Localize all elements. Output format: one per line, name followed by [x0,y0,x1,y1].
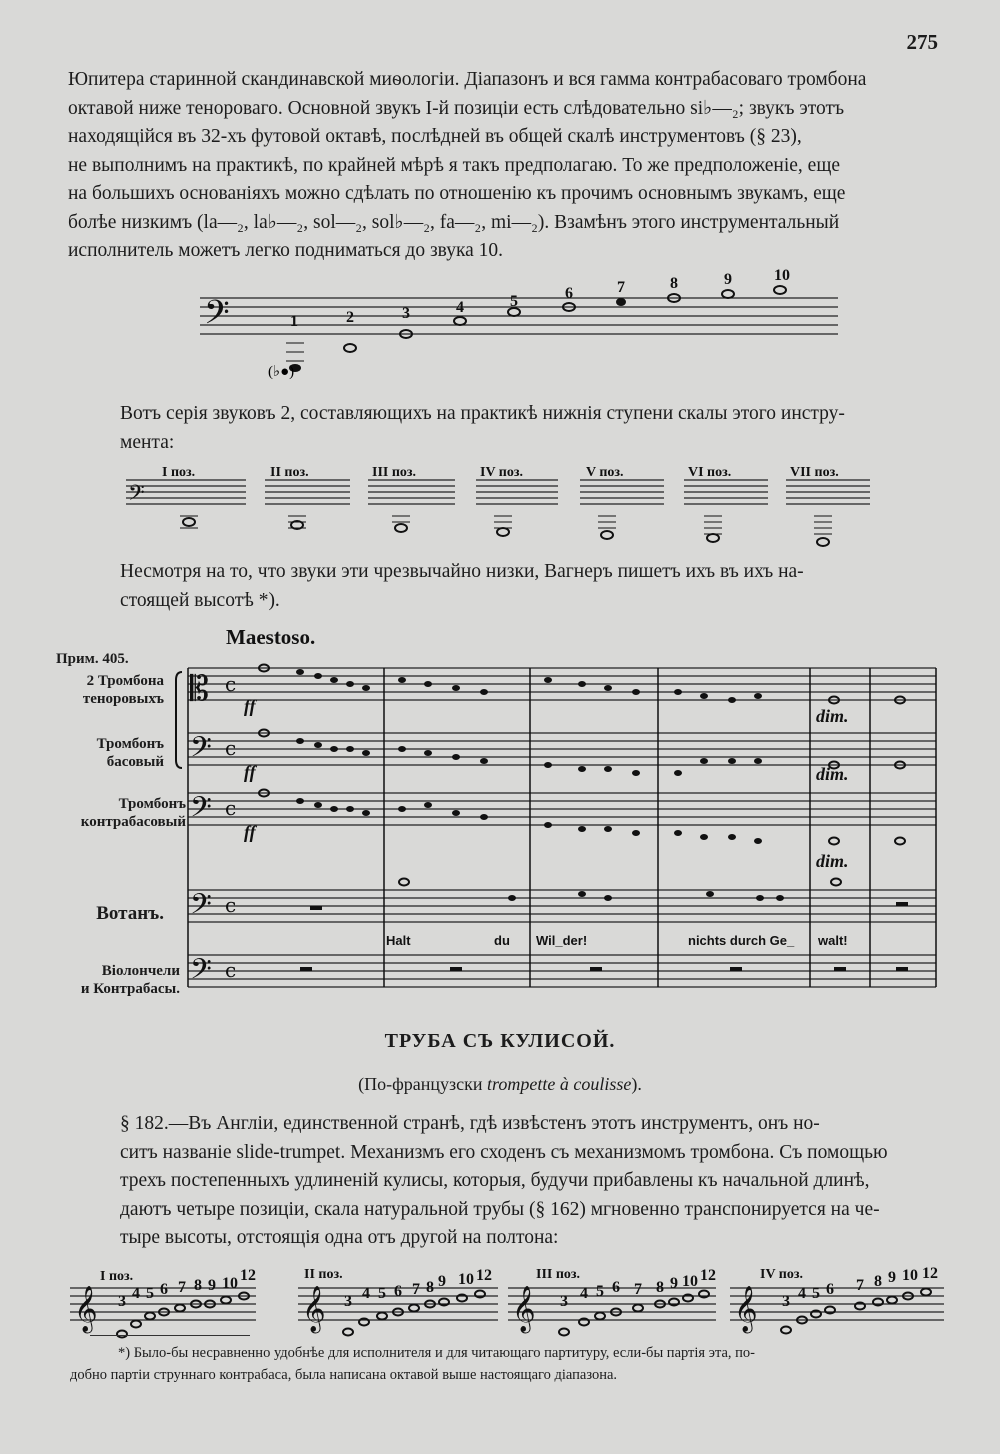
subheading-italic: trompette à coulisse [487,1074,632,1094]
harmonic-number: 3 [782,1293,790,1310]
bass-clef-icon: 𝄢 [204,294,230,340]
common-time-icon: c [225,736,237,760]
notes [286,286,786,372]
text-line: ситъ названіе slide-trumpet. Механизмъ его сходенъ съ механизмомъ тромбона. Съ помощью [120,1141,888,1163]
harmonic-number: 8 [874,1273,882,1290]
position-label: IV поз. [480,465,523,480]
position-label: I поз. [162,465,196,480]
text-line: стоящей высотѣ *). [120,589,280,611]
treble-clef-icon: 𝄞 [74,1286,98,1332]
position-label: VII поз. [790,465,839,480]
subheading-prefix: (По-французски [358,1074,488,1094]
bass-clef-icon: 𝄢 [190,953,212,993]
label-line: контрабасовый [80,814,186,830]
harmonic-number: 6 [160,1281,168,1298]
section-heading: ТРУБА СЪ КУЛИСОЙ. [384,1030,616,1052]
harmonic-number: 5 [812,1285,820,1302]
position-label: II поз. [304,1267,343,1282]
text-line: исполнитель можетъ легко подниматься до звука 10. [68,240,504,261]
dynamic-ff: ff [244,762,256,782]
common-time-icon: c [225,672,237,696]
harmonic-number: 9 [888,1269,896,1286]
harmonic-number: 5 [510,293,518,310]
harmonic-number: 6 [612,1279,620,1296]
common-time-icon: c [225,796,237,820]
text-line: мента: [120,431,175,453]
footnote-line: добно партіи струннаго контрабаса, была написана октавой выше настоящаго діапазона. [70,1367,618,1383]
position-label: IV поз. [760,1267,803,1282]
harmonic-number: 10 [222,1275,238,1292]
harmonic-number: 3 [560,1293,568,1310]
page-number: 275 [906,30,938,54]
lyric: Wil_der! [536,933,588,948]
notes [180,516,832,546]
footnote-line: *) Было-бы несравненно удобнѣе для исполнителя и для читающаго партитуру, если-бы партія эта, по- [118,1345,755,1361]
harmonic-number: 5 [378,1285,386,1302]
text-line: находящійся въ 32-хъ футовой октавѣ, послѣдней въ общей скалѣ инструментовъ (§ 23), [68,126,802,147]
harmonic-number: 8 [656,1279,664,1296]
harmonic-number: 7 [178,1279,186,1296]
bracket [176,672,182,768]
bass-clef-icon: 𝄢 [190,731,212,771]
treble-clef-icon: 𝄞 [734,1286,758,1332]
position-label: III поз. [536,1267,581,1282]
harmonic-number: 3 [118,1293,126,1310]
example-number: Прим. 405. [56,651,129,667]
dynamic-dim: dim. [816,851,849,871]
harmonic-number: 9 [438,1273,446,1290]
harmonic-number: 5 [146,1285,154,1302]
harmonic-number: 4 [362,1285,370,1302]
harmonic-number: 12 [700,1267,716,1284]
text-line: Юпитера старинной скандинавской миѳологіи. Діапазонъ и вся гамма контрабасоваго тромбона [68,69,867,90]
lyric: du [494,933,510,948]
harmonic-number: 10 [774,267,790,284]
position-label: II поз. [270,465,309,480]
position-label: I поз. [100,1269,134,1284]
dynamic-ff: ff [244,822,256,842]
text-line: трехъ постепенныхъ удлиненій кулисы, которыя, будучи прибавлены къ начальной длинѣ, [120,1170,870,1191]
position-label: VI поз. [688,465,732,480]
harmonic-number: 6 [565,285,573,302]
bass-clef-icon: 𝄢 [128,481,145,511]
label-line: и Контрабасы. [80,981,180,997]
dynamic-ff: ff [244,696,256,716]
harmonic-number: 10 [682,1273,698,1290]
lyric: nichts durch Ge_ [688,933,795,948]
text-line: даютъ четыре позиціи, скала натуральной трубы (§ 162) мгновенно транспонируется на че- [120,1198,880,1220]
harmonic-number: 8 [670,275,678,292]
harmonic-number: 10 [902,1267,918,1284]
treble-clef-icon: 𝄞 [302,1286,326,1332]
music-example-harmonics [0,268,1000,388]
paragraph-3 [68,558,938,615]
staff [126,480,870,504]
harmonic-number: 8 [426,1279,434,1296]
music-example-trumpet-positions [0,1262,1000,1342]
score-example-405 [0,620,1000,1000]
dynamic-dim: dim. [816,764,849,784]
paragraph-2 [68,400,938,457]
tempo-marking: Maestoso. [226,625,316,649]
paren-note: (♭●) [268,364,295,380]
harmonic-number: 7 [617,279,625,296]
section-subheading [0,1074,1000,1095]
common-time-icon: c [225,958,237,982]
paragraph-4 [68,1110,938,1253]
harmonic-number: 12 [240,1267,256,1284]
text-line: § 182.—Въ Англіи, единственной странѣ, гдѣ извѣстенъ этотъ инструментъ, онъ но- [120,1113,820,1134]
harmonic-number: 6 [826,1281,834,1298]
treble-clef-icon: 𝄞 [512,1286,536,1332]
label-line: Віолончели [101,963,180,979]
common-time-icon: c [225,893,237,917]
harmonic-number: 9 [724,271,732,288]
harmonic-number: 6 [394,1283,402,1300]
text-line: болѣе низкимъ (la—₂, la♭—₂, sol—₂, sol♭—₂, fa—₂, mi—₂). Взамѣнъ этого инструментальный [68,211,840,233]
harmonic-number: 1 [290,313,298,330]
lyric: walt! [818,933,848,948]
harmonic-number: 7 [856,1277,864,1294]
harmonic-number: 7 [412,1281,420,1298]
harmonic-number: 9 [208,1277,216,1294]
label-line: 2 Тромбона [86,673,164,689]
harmonic-number: 3 [402,305,410,322]
harmonic-number: 4 [132,1285,140,1302]
text-line: тыре высоты, отстоящія одна отъ другой на полтона: [120,1227,559,1248]
harmonic-number: 9 [670,1275,678,1292]
harmonic-number: 8 [194,1277,202,1294]
harmonic-number: 2 [346,309,354,326]
label-line: басовый [106,754,164,770]
dynamic-dim: dim. [816,706,849,726]
harmonic-number: 12 [476,1267,492,1284]
position-label: III поз. [372,465,417,480]
label-line: Тромбонъ [118,796,186,812]
harmonic-number: 10 [458,1271,474,1288]
paragraph-1 [68,66,938,266]
harmonic-number: 7 [634,1281,642,1298]
tenor-clef-icon: 𝄡 [190,669,209,709]
position-label: V поз. [586,465,624,480]
text-line: Несмотря на то, что звуки эти чрезвычайно низки, Вагнеръ пишетъ ихъ въ ихъ на- [120,561,804,582]
text-line: октавой ниже тенороваго. Основной звукъ I-й позиціи есть слѣдовательно si♭—₂; звукъ этотъ [68,97,845,119]
bass-clef-icon: 𝄢 [190,791,212,831]
label-line: Тромбонъ [96,736,164,752]
text-line: не выполнимъ на практикѣ, по крайней мѣрѣ я такъ предполагаю. То же предположеніе, еще [68,154,840,176]
harmonic-number: 4 [798,1285,806,1302]
subheading-suffix: ). [631,1074,642,1094]
label-line: теноровыхъ [82,691,164,707]
music-example-positions [0,462,1000,552]
footnote-divider [90,1335,250,1336]
bass-clef-icon: 𝄢 [190,888,212,928]
text-line: на большихъ основаніяхъ можно сдѣлать по отношенію къ прочимъ основнымъ звукамъ, еще [68,183,846,204]
harmonic-number: 5 [596,1283,604,1300]
text-line: Вотъ серія звуковъ 2, составляющихъ на практикѣ нижнія ступени скалы этого инстру- [120,403,845,424]
harmonic-number: 3 [344,1293,352,1310]
lyric: Halt [386,933,411,948]
harmonic-number: 4 [580,1285,588,1302]
harmonic-number: 4 [456,299,464,316]
harmonic-number: 12 [922,1265,938,1282]
label-line: Вотанъ. [96,903,164,924]
footnote [70,1342,940,1386]
